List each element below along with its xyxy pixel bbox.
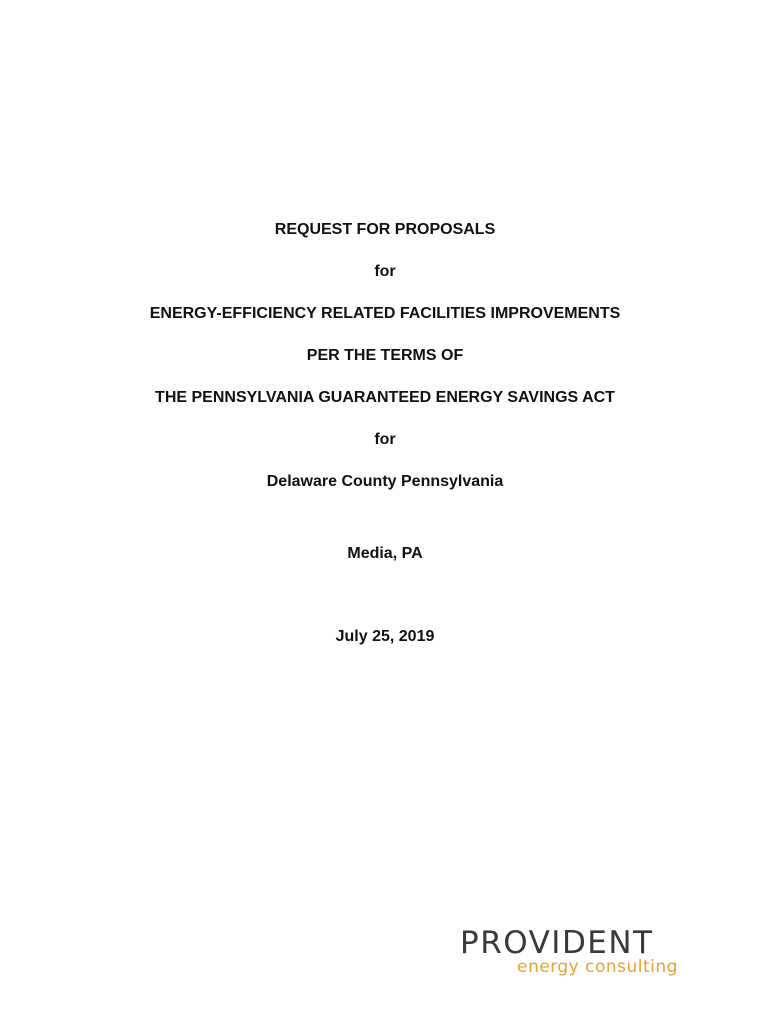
logo-name: PROVIDENT [460,925,654,961]
document-date: July 25, 2019 [335,628,435,645]
document-title: REQUEST FOR PROPOSALS [274,221,496,238]
act-name: THE PENNSYLVANIA GUARANTEED ENERGY SAVINGS ACT [155,389,615,406]
for-connector-2: for [374,431,396,448]
client-name: Delaware County Pennsylvania [266,473,504,490]
per-terms-line: PER THE TERMS OF [306,347,464,364]
location: Media, PA [347,545,423,562]
document-subject: ENERGY-EFFICIENCY RELATED FACILITIES IMPROVEMENTS [149,305,621,322]
provident-logo [440,925,700,985]
for-connector-1: for [374,263,396,280]
logo-tagline: energy consulting [517,957,678,977]
